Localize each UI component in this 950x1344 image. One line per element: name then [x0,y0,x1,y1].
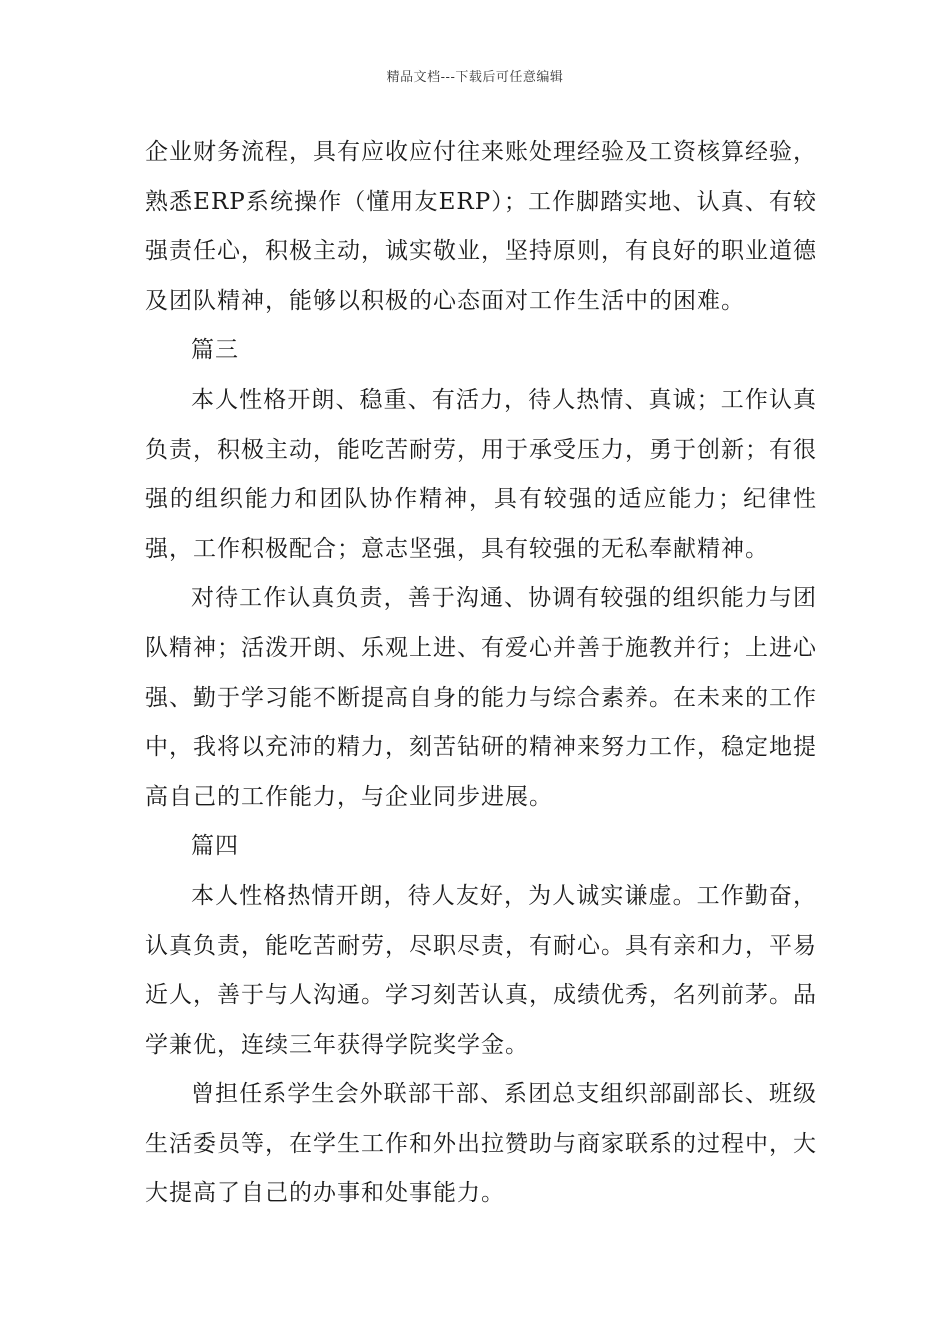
paragraph-intro: 企业财务流程，具有应收应付往来账处理经验及工资核算经验，熟悉ERP系统操作（懂用友ERP）；工作脚踏实地、认真、有较强责任心，积极主动，诚实敬业，坚持原则，有良好的职业道德及团队精神，能够以积极的心态面对工作生活中的困难。 [145,139,817,314]
document-body [145,128,817,1219]
section-heading-3: 篇三 [191,337,239,364]
paragraph-4-2: 曾担任系学生会外联部干部、系团总支组织部副部长、班级生活委员等，在学生工作和外出拉赞助与商家联系的过程中，大大提高了自己的办事和处事能力。 [145,1081,817,1207]
paragraph-3-1: 本人性格开朗、稳重、有活力，待人热情、真诚；工作认真负责，积极主动，能吃苦耐劳，用于承受压力，勇于创新；有很强的组织能力和团队协作精神，具有较强的适应能力；纪律性强，工作积极配合；意志坚强，具有较强的无私奉献精神。 [145,386,817,562]
page-header: 精品文档---下载后可任意编辑 [386,70,564,85]
paragraph-4-1: 本人性格热情开朗，待人友好，为人诚实谦虚。工作勤奋，认真负责，能吃苦耐劳，尽职尽责，有耐心。具有亲和力，平易近人，善于与人沟通。学习刻苦认真，成绩优秀，名列前茅。品学兼优，连续三年获得学院奖学金。 [145,882,817,1058]
section-heading-4: 篇四 [191,833,239,860]
paragraph-3-2: 对待工作认真负责，善于沟通、协调有较强的组织能力与团队精神；活泼开朗、乐观上进、有爱心并善于施教并行；上进心强、勤于学习能不断提高自身的能力与综合素养。在未来的工作中，我将以充沛的精力，刻苦钻研的精神来努力工作，稳定地提高自己的工作能力，与企业同步进展。 [145,585,817,810]
